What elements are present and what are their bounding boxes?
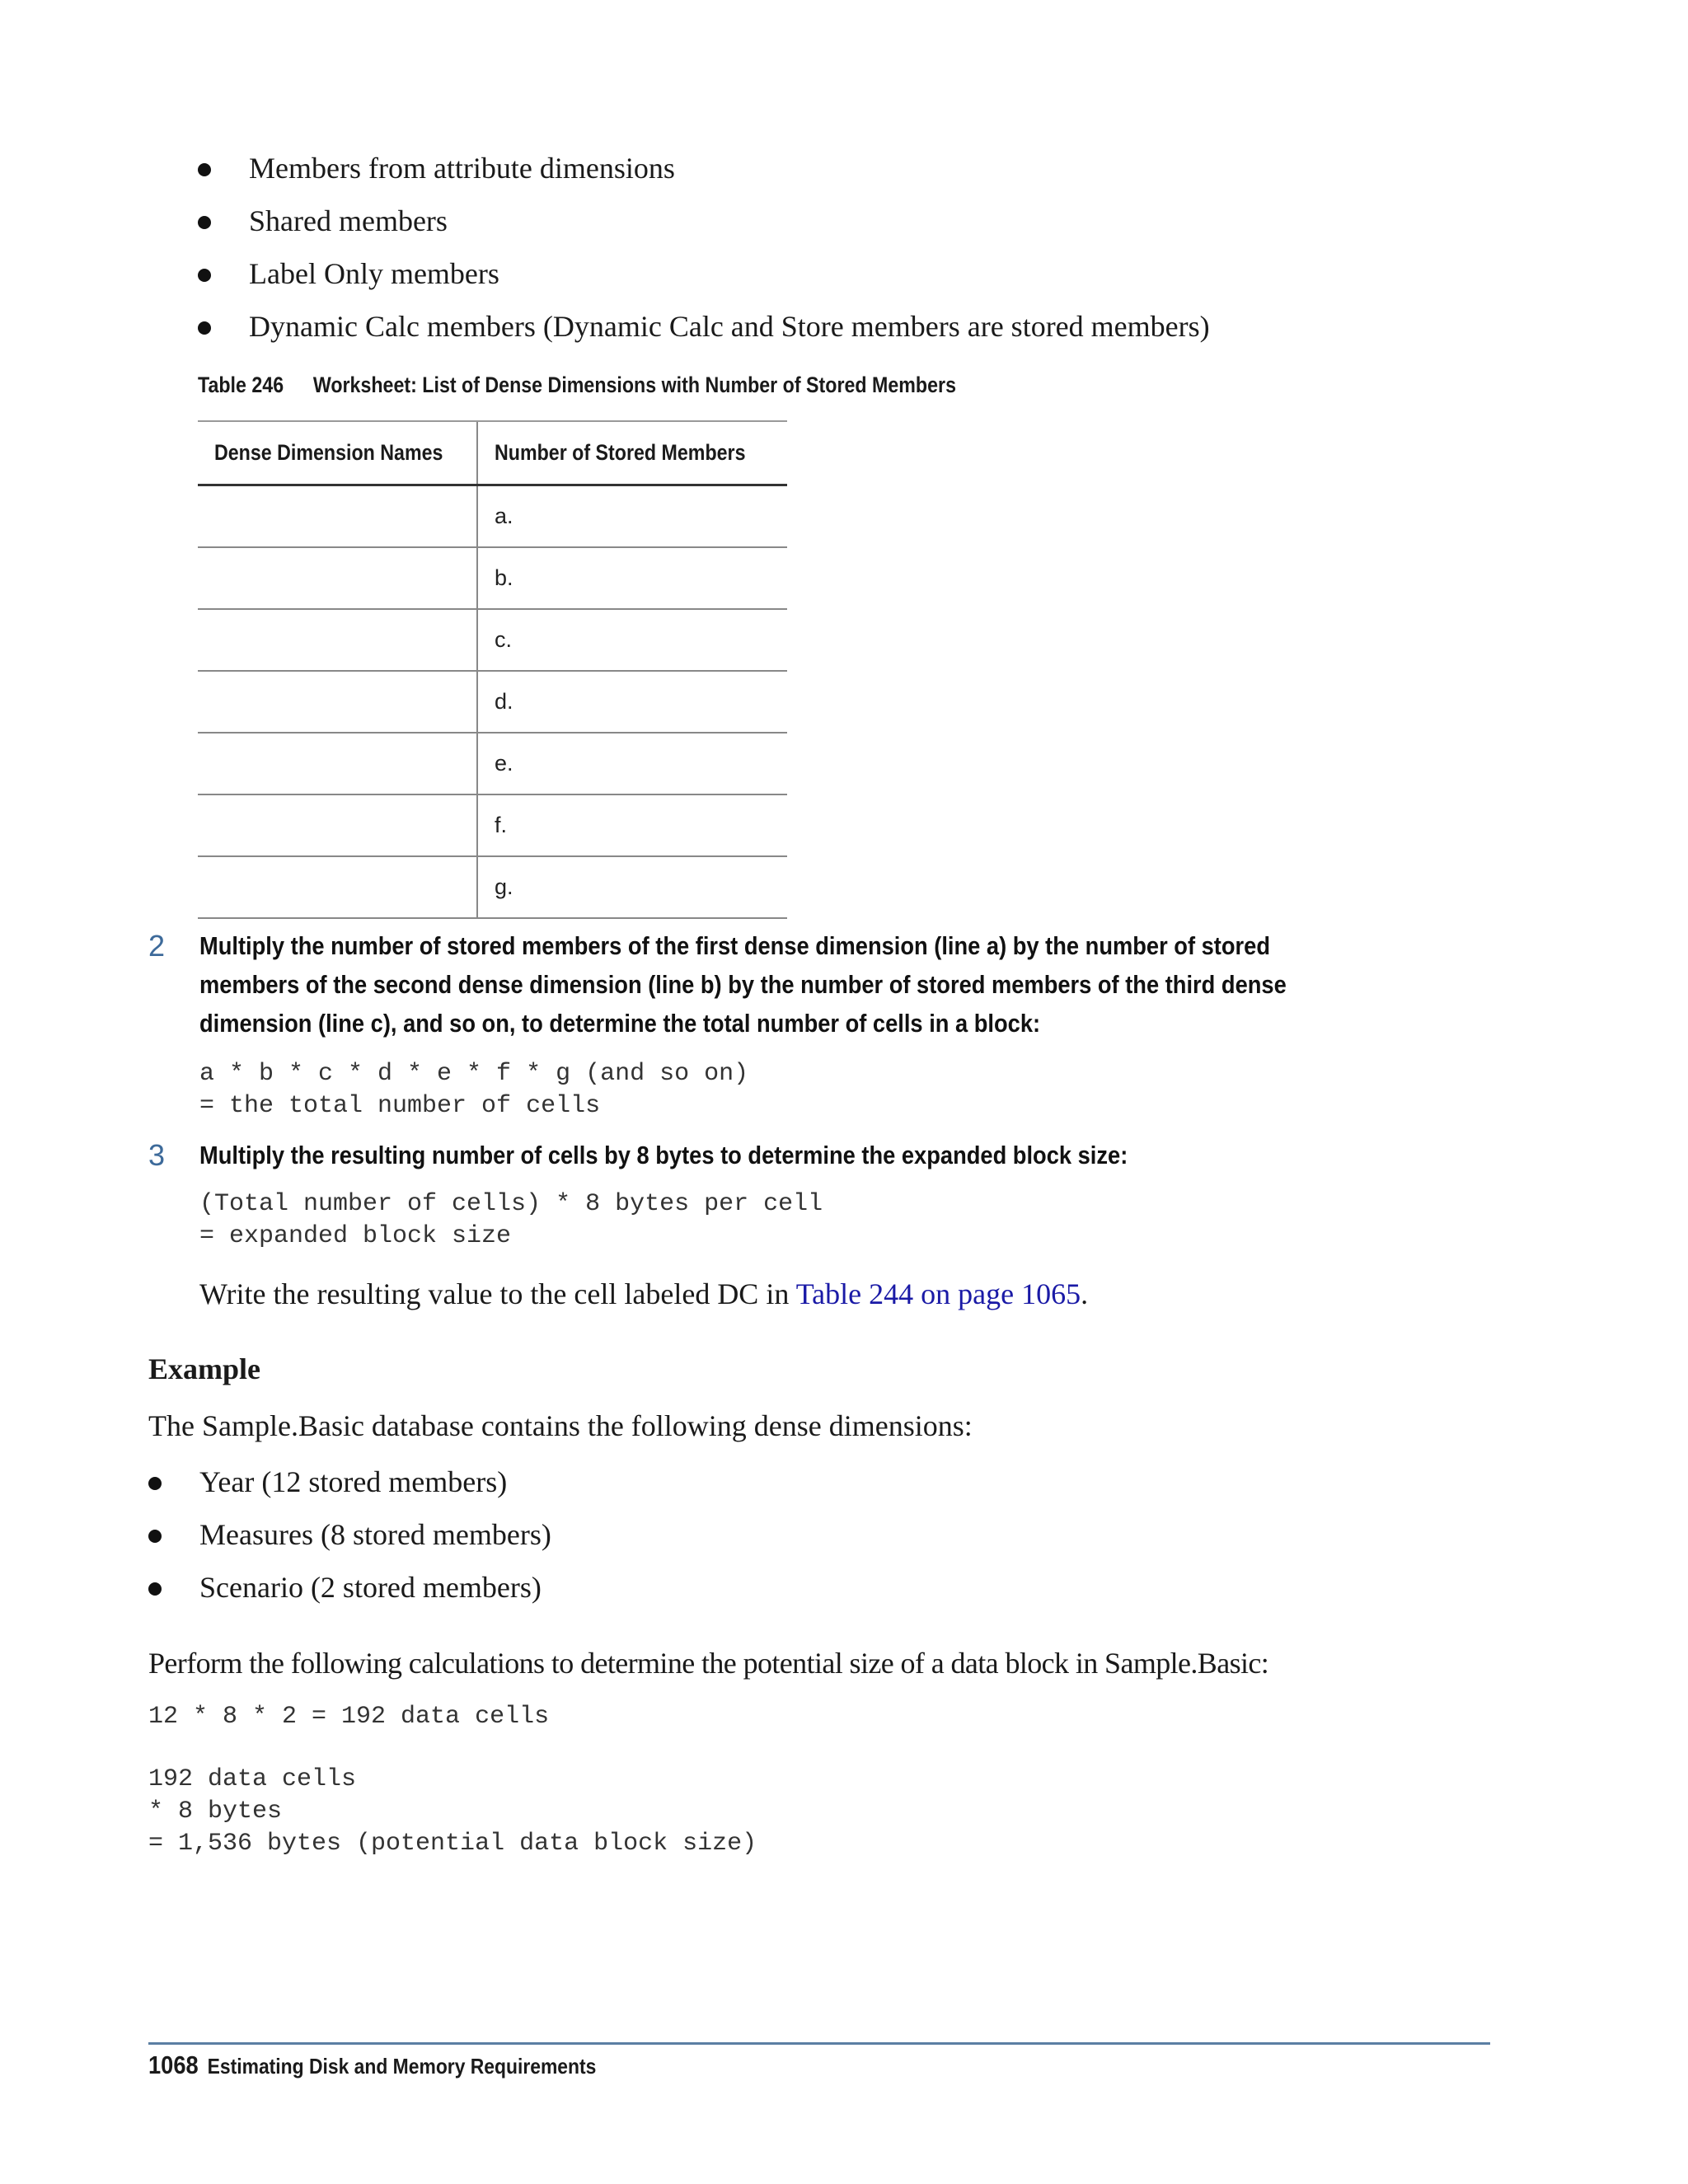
bullet-icon	[148, 1582, 162, 1596]
list-item	[148, 1561, 1385, 1614]
table-caption-title: Worksheet: List of Dense Dimensions with Number of Stored Members	[312, 373, 956, 397]
list-item	[198, 300, 1434, 353]
code-block-data-cells: 12 * 8 * 2 = 192 data cells	[148, 1703, 550, 1731]
step-3	[148, 1136, 1335, 1174]
column-header-number-of-stored-members: Number of Stored Members	[495, 440, 746, 465]
code-block-total-cells: a * b * c * d * e * f * g (and so on) = the total number of cells	[199, 1060, 749, 1120]
table-row	[198, 672, 787, 733]
list-item-text: Year (12 stored members)	[199, 1465, 508, 1498]
dimension-name-cell	[198, 857, 478, 917]
list-item	[198, 194, 1434, 247]
list-item-text: Measures (8 stored members)	[199, 1518, 551, 1551]
list-item-text: Dynamic Calc members (Dynamic Calc and Store members are stored members)	[249, 310, 1210, 343]
step-instruction: Multiply the number of stored members of the first dense dimension (line a) by the number of stored members of the second dense dimension (line b) by the number of stored members of the third dense dimension (line c), and so on, to determine the total number of cells in a block:	[199, 931, 1287, 1038]
bullet-icon	[148, 1477, 162, 1490]
chapter-title: Estimating Disk and Memory Requirements	[207, 2054, 597, 2079]
list-item-text: Scenario (2 stored members)	[199, 1571, 542, 1604]
step-instruction: Multiply the resulting number of cells by 8 bytes to determine the expanded block size:	[199, 1141, 1128, 1169]
list-item	[198, 247, 1434, 300]
list-item-text: Label Only members	[249, 257, 499, 290]
worksheet-table	[198, 420, 787, 919]
intro-bullet-list	[198, 142, 1434, 353]
write-result-text: Write the resulting value to the cell labeled DC in	[199, 1277, 796, 1310]
list-item-text: Members from attribute dimensions	[249, 152, 675, 185]
table-row	[198, 857, 787, 919]
write-result-paragraph	[199, 1274, 1088, 1314]
list-item-text: Shared members	[249, 204, 448, 237]
step-number: 2	[148, 929, 166, 963]
stored-members-cell: b.	[495, 565, 513, 590]
code-block-expanded-block-size: (Total number of cells) * 8 bytes per cell = expanded block size	[199, 1190, 823, 1250]
step-number: 3	[148, 1138, 166, 1172]
calculation-intro: Perform the following calculations to determine the potential size of a data block in Sample.Basic:	[148, 1647, 1269, 1680]
table-244-link[interactable]: Table 244 on page 1065	[795, 1277, 1081, 1310]
stored-members-cell: a.	[495, 504, 513, 528]
stored-members-cell: c.	[495, 627, 513, 652]
table-row	[198, 610, 787, 672]
table-header-row	[198, 422, 787, 486]
bullet-icon	[198, 321, 211, 335]
example-heading: Example	[148, 1352, 261, 1385]
dimension-name-cell	[198, 733, 478, 794]
example-bullet-list	[148, 1455, 1385, 1614]
table-row	[198, 548, 787, 610]
table-row	[198, 733, 787, 795]
table-caption-label: Table 246	[198, 373, 284, 397]
stored-members-cell: f.	[495, 813, 508, 837]
list-item	[198, 142, 1434, 194]
bullet-icon	[148, 1530, 162, 1543]
list-item	[148, 1508, 1385, 1561]
table-row	[198, 795, 787, 857]
dimension-name-cell	[198, 610, 478, 670]
column-header-dense-dimension-names: Dense Dimension Names	[198, 422, 478, 484]
table-caption	[198, 373, 956, 398]
list-item	[148, 1455, 1385, 1508]
table-row	[198, 486, 787, 548]
write-result-suffix: .	[1081, 1277, 1089, 1310]
dimension-name-cell	[198, 672, 478, 732]
dimension-name-cell	[198, 795, 478, 855]
dimension-name-cell	[198, 548, 478, 608]
footer-divider	[148, 2042, 1490, 2045]
step-2	[148, 926, 1335, 1043]
bullet-icon	[198, 163, 211, 176]
code-block-data-block-size: 192 data cells * 8 bytes = 1,536 bytes (potential data block size)	[148, 1765, 757, 1858]
bullet-icon	[198, 216, 211, 229]
page-footer	[148, 2050, 596, 2080]
stored-members-cell: d.	[495, 689, 513, 714]
stored-members-cell: g.	[495, 874, 513, 899]
stored-members-cell: e.	[495, 751, 513, 776]
bullet-icon	[198, 269, 211, 282]
example-intro: The Sample.Basic database contains the following dense dimensions:	[148, 1409, 973, 1442]
dimension-name-cell	[198, 486, 478, 546]
page-number: 1068	[148, 2050, 199, 2079]
